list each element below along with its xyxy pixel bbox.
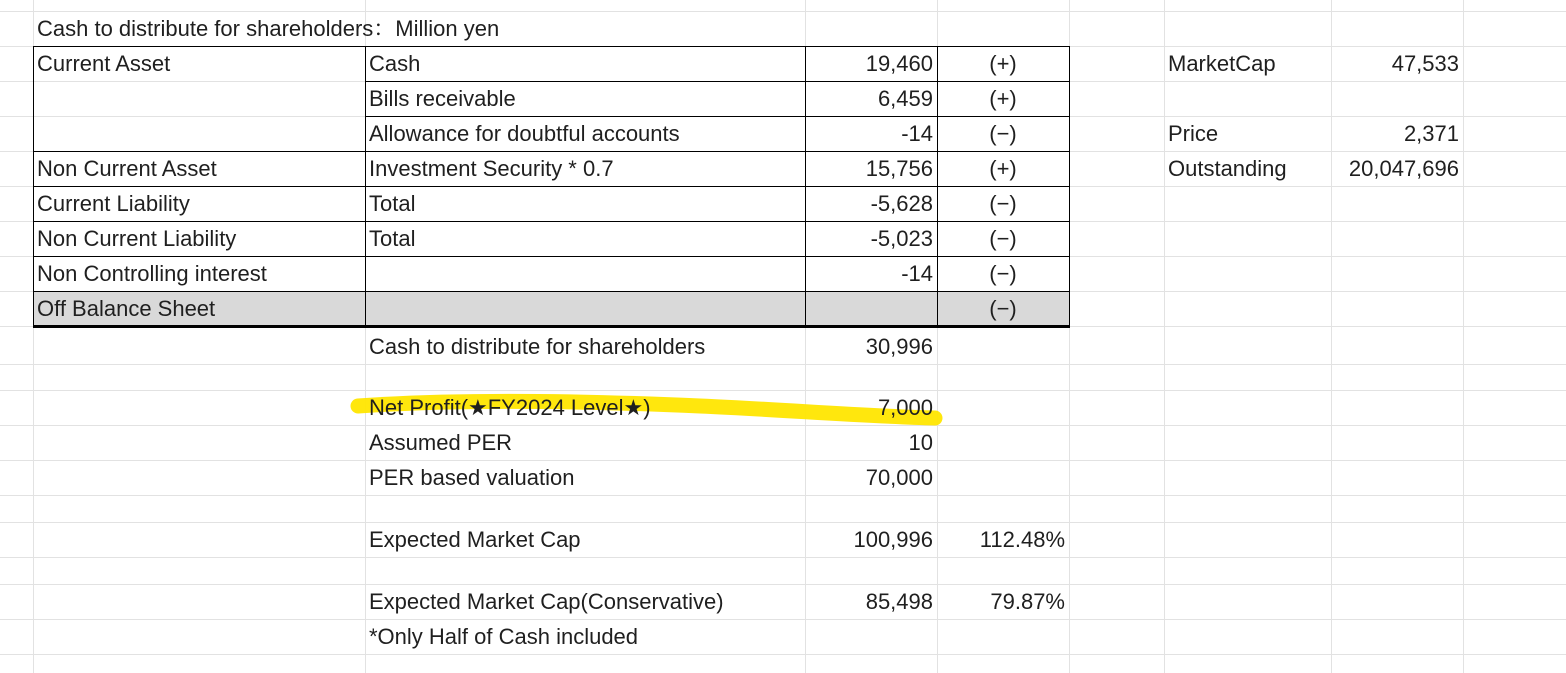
value-allowance[interactable]: -14: [901, 121, 933, 146]
assumed-per-value[interactable]: 10: [908, 430, 933, 455]
sign-cash[interactable]: (+): [989, 51, 1017, 76]
category-current-liability[interactable]: Current Liability: [37, 191, 190, 216]
item-bills-receivable[interactable]: Bills receivable: [369, 86, 516, 111]
value-investment-security[interactable]: 15,756: [865, 156, 933, 181]
sign-non-current-liability[interactable]: (−): [989, 226, 1017, 251]
per-valuation-label[interactable]: PER based valuation: [369, 465, 575, 490]
sign-allowance[interactable]: (−): [989, 121, 1017, 146]
item-current-liability-total[interactable]: Total: [369, 191, 416, 216]
outstanding-value[interactable]: 20,047,696: [1348, 156, 1459, 181]
category-non-current-asset[interactable]: Non Current Asset: [37, 156, 217, 181]
sign-non-controlling-interest[interactable]: (−): [989, 261, 1017, 286]
per-valuation-value[interactable]: 70,000: [865, 465, 933, 490]
expected-market-cap-value[interactable]: 100,996: [853, 527, 933, 552]
cash-to-distribute-value[interactable]: 30,996: [865, 334, 933, 359]
item-investment-security[interactable]: Investment Security * 0.7: [369, 156, 614, 181]
category-current-asset[interactable]: Current Asset: [37, 51, 171, 76]
item-cash[interactable]: Cash: [369, 51, 421, 76]
conservative-market-cap-value[interactable]: 85,498: [865, 589, 933, 614]
value-cash[interactable]: 19,460: [865, 51, 933, 76]
conservative-market-cap-pct[interactable]: 79.87%: [990, 589, 1065, 614]
sign-current-liability[interactable]: (−): [989, 191, 1017, 216]
assumed-per-label[interactable]: Assumed PER: [369, 430, 513, 455]
cash-to-distribute-label[interactable]: Cash to distribute for shareholders: [369, 334, 706, 359]
item-non-current-liability-total[interactable]: Total: [369, 226, 416, 251]
marketcap-label[interactable]: MarketCap: [1168, 51, 1276, 76]
price-value[interactable]: 2,371: [1403, 121, 1459, 146]
sign-bills-receivable[interactable]: (+): [989, 86, 1017, 111]
value-non-controlling-interest[interactable]: -14: [901, 261, 933, 286]
expected-market-cap-label[interactable]: Expected Market Cap: [369, 527, 581, 552]
sign-off-balance-sheet[interactable]: (−): [989, 296, 1017, 321]
conservative-market-cap-label[interactable]: Expected Market Cap(Conservative): [369, 589, 724, 614]
marketcap-value[interactable]: 47,533: [1391, 51, 1459, 76]
sign-investment-security[interactable]: (+): [989, 156, 1017, 181]
price-label[interactable]: Price: [1168, 121, 1219, 146]
value-bills-receivable[interactable]: 6,459: [877, 86, 933, 111]
value-current-liability[interactable]: -5,628: [870, 191, 933, 216]
outstanding-label[interactable]: Outstanding: [1168, 156, 1287, 181]
sheet-title[interactable]: Cash to distribute for shareholders：Million yen: [37, 16, 500, 41]
half-cash-note[interactable]: *Only Half of Cash included: [369, 624, 639, 649]
net-profit-label[interactable]: Net Profit(★FY2024 Level★): [369, 395, 651, 420]
net-profit-value[interactable]: 7,000: [877, 395, 933, 420]
category-non-current-liability[interactable]: Non Current Liability: [37, 226, 237, 251]
category-off-balance-sheet[interactable]: Off Balance Sheet: [37, 296, 216, 321]
item-allowance[interactable]: Allowance for doubtful accounts: [369, 121, 680, 146]
expected-market-cap-pct[interactable]: 112.48%: [979, 527, 1065, 552]
value-non-current-liability[interactable]: -5,023: [870, 226, 933, 251]
category-non-controlling-interest[interactable]: Non Controlling interest: [37, 261, 267, 286]
